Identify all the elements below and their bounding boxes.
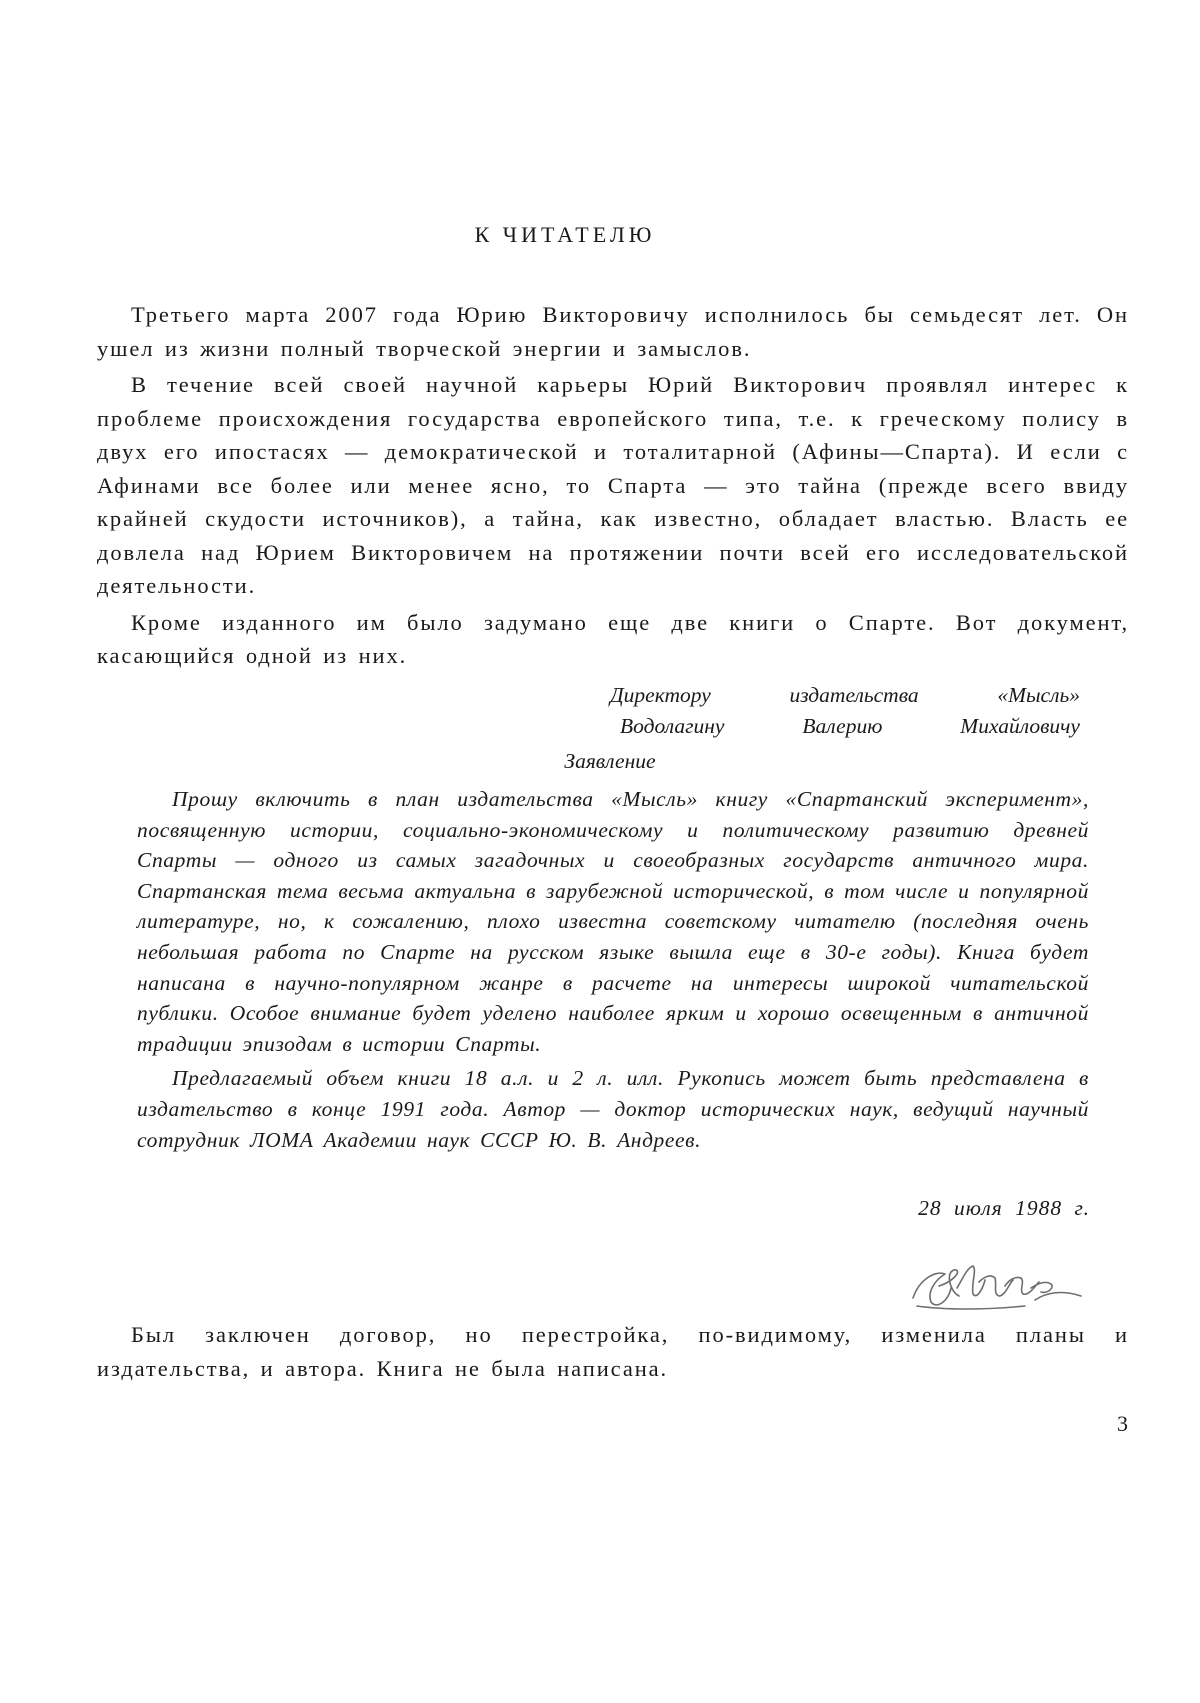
statement-heading: Заявление bbox=[564, 749, 656, 773]
closing-text bbox=[97, 1318, 1129, 1385]
addressee-word: издательства bbox=[789, 683, 919, 707]
statement-text bbox=[137, 784, 1089, 1159]
page-title: К ЧИТАТЕЛЮ bbox=[474, 222, 656, 247]
addressee-word: Директору bbox=[610, 683, 711, 707]
intro-paragraph: Кроме изданного им было задумано еще две книги о Спарте. Вот документ, касающийся одной из них. bbox=[97, 609, 1129, 668]
closing-paragraph: Был заключен договор, но перестройка, по-видимому, изменила планы и издательства, и автора. Книга не была написана. bbox=[97, 1322, 1129, 1381]
addressee-word: Валерию bbox=[802, 713, 883, 738]
addressee-word: «Мысль» bbox=[997, 683, 1080, 707]
page-number: 3 bbox=[1117, 1411, 1128, 1436]
addressee-word: Водолагину bbox=[620, 713, 725, 738]
statement-paragraph: Предлагаемый объем книги 18 а.л. и 2 л. илл. Рукопись может быть представлена в издательство в конце 1991 года. Автор — доктор исторических наук, ведущий научный сотрудник ЛОМА Академии наук СССР Ю. В. Андреев. bbox=[137, 1066, 1089, 1152]
addressee-line-1 bbox=[610, 680, 1080, 711]
statement-date: 28 июля 1988 г. bbox=[918, 1196, 1090, 1220]
intro-paragraph: В течение всей своей научной карьеры Юрий Викторович проявлял интерес к проблеме происхождения государства европейского типа, т.е. к греческому полису в двух его ипостасях — демократической и тоталитарной (Афины—Спарта). И если с Афинами все более или менее ясно, то Спарта — это тайна (прежде всего ввиду крайней скудости источников), а тайна, как известно, обладает властью. Власть ее довлела над Юрием Викторовичем на протяжении почти всей его исследовательской деятельности. bbox=[97, 372, 1129, 598]
addressee-word: Михайловичу bbox=[960, 713, 1080, 738]
intro-text bbox=[97, 298, 1129, 676]
statement-paragraph: Прошу включить в план издательства «Мысль» книгу «Спартанский эксперимент», посвященную истории, социально-экономическому и политическому развитию древней Спарты — одного из самых загадочных и своеобразных государств античного мира. Спартанская тема весьма актуальна в зарубежной исторической, в том числе и популярной литературе, но, к сожалению, плохо известна советскому читателю (последняя очень небольшая работа по Спарте на русском языке вышла еще в 30-е годы). Книга будет написана в научно-популярном жанре в расчете на интересы широкой читательской публики. Особое внимание будет уделено наиболее ярким и хорошо освещенным в античной традиции эпизодам в истории Спарты. bbox=[137, 787, 1089, 1056]
addressee-line-2 bbox=[620, 711, 1080, 742]
handwritten-signature bbox=[905, 1240, 1090, 1318]
addressee-block bbox=[610, 680, 1080, 741]
intro-paragraph: Третьего марта 2007 года Юрию Викторовичу исполнилось бы семьдесят лет. Он ушел из жизни полный творческой энергии и замыслов. bbox=[97, 302, 1129, 361]
